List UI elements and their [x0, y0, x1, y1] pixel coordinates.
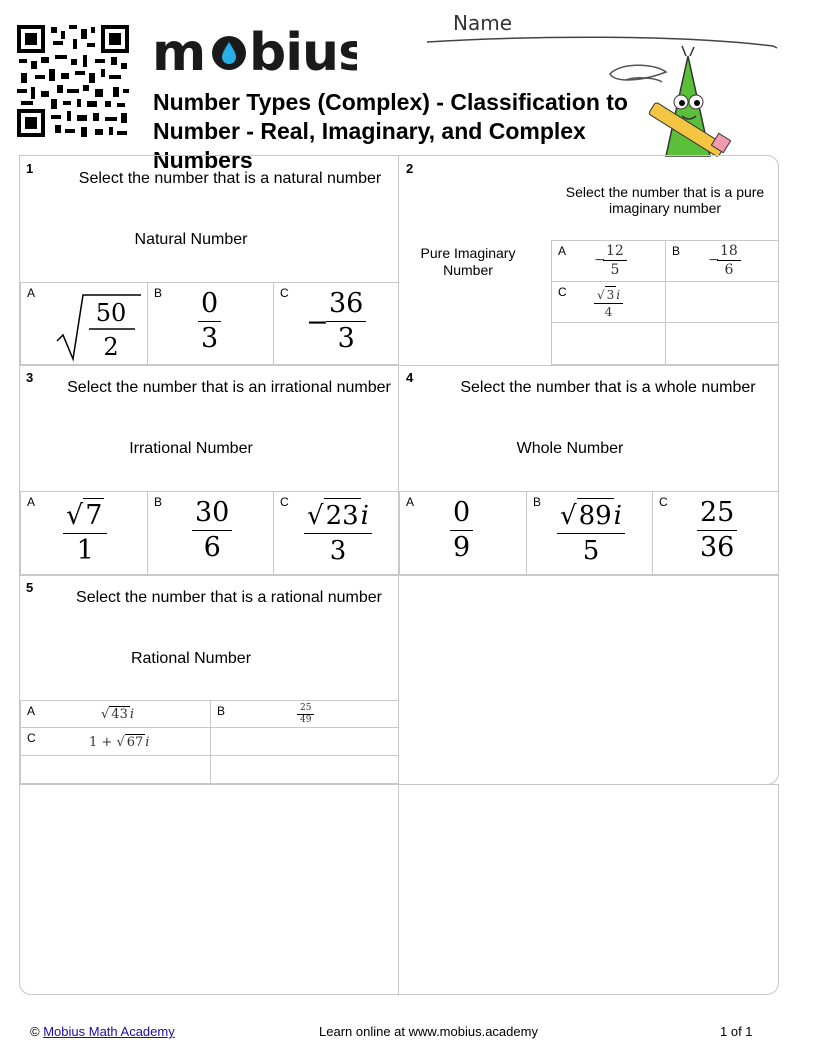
category-label: Pure Imaginary Number: [420, 245, 516, 278]
constant-term: 1 +: [89, 735, 117, 750]
question-number: 5: [26, 580, 34, 595]
radicand: 67: [126, 735, 144, 750]
question-prompt: Select the number that is a pure imaginary number: [565, 184, 765, 216]
denominator: 5: [582, 536, 600, 566]
denominator: 2: [103, 333, 119, 361]
math-0-over-3: [198, 287, 221, 356]
numerator: 25: [700, 497, 735, 528]
footer-page-number: 1 of 1: [720, 1024, 753, 1039]
option-letter: C: [558, 285, 567, 299]
question-number: 4: [406, 370, 414, 385]
footer-learn-online: Learn online at www.mobius.academy: [319, 1024, 538, 1039]
option-letter: C: [280, 286, 289, 300]
math-12-over-5: [603, 242, 627, 279]
question-number: 3: [26, 370, 34, 385]
math-25-over-36: [697, 496, 737, 565]
option-letter: A: [558, 244, 567, 258]
minus-sign: −: [708, 252, 720, 268]
minus-sign: −: [306, 307, 329, 338]
option-a[interactable]: [20, 491, 148, 575]
empty-option-cell: [551, 322, 666, 365]
radicand: 23: [324, 498, 361, 533]
denominator: 6: [203, 532, 221, 563]
question-number: 1: [26, 161, 34, 176]
radicand: 89: [577, 498, 614, 533]
column-divider: [398, 155, 399, 785]
option-b[interactable]: [210, 700, 399, 728]
option-a[interactable]: [551, 240, 666, 282]
denominator: 36: [700, 532, 735, 563]
imaginary-unit: i: [616, 288, 621, 302]
denominator: 3: [201, 323, 219, 354]
imaginary-unit: i: [360, 501, 369, 531]
question-number: 2: [406, 161, 414, 176]
numerator: 30: [195, 497, 230, 528]
category-label: Natural Number: [134, 231, 248, 248]
mobius-academy-link[interactable]: Mobius Math Academy: [43, 1024, 175, 1039]
math-sqrt23i-over-3: √ 23 i 3: [304, 498, 372, 568]
radicand: 43: [111, 707, 128, 722]
denominator: 3: [337, 323, 355, 354]
empty-option-cell: [210, 727, 399, 756]
empty-option-cell: [665, 322, 779, 365]
option-letter: A: [406, 495, 415, 509]
math-sqrt3i-over-4: √ 3 i 4: [594, 286, 623, 320]
option-letter: B: [154, 286, 163, 300]
option-letter: B: [217, 704, 226, 718]
math-sqrt43i: √ 43 i: [101, 707, 135, 722]
denominator: 4: [604, 305, 613, 319]
option-letter: B: [672, 244, 681, 258]
option-c[interactable]: [20, 727, 211, 756]
empty-option-cell: [665, 281, 779, 323]
numerator: 18: [720, 243, 738, 259]
math-sqrt89i-over-5: √ 89 i 5: [557, 498, 625, 568]
math-sqrt7-over-1: √ 7 1: [63, 498, 107, 568]
math-36-over-3: [326, 287, 366, 356]
option-c[interactable]: [273, 491, 399, 575]
denominator: 6: [724, 262, 734, 278]
option-letter: B: [154, 495, 163, 509]
math-sqrt-50-over-2: [53, 289, 143, 363]
option-b[interactable]: [147, 282, 274, 365]
option-c[interactable]: [273, 282, 399, 365]
row-divider-1: [19, 365, 779, 366]
svg-text:m: m: [152, 26, 206, 78]
empty-option-cell: [20, 755, 211, 784]
numerator: 36: [329, 288, 364, 319]
question-prompt: Select the number that is an irrational number: [67, 379, 391, 396]
option-b[interactable]: [665, 240, 779, 282]
empty-cell-divider: [398, 784, 399, 995]
qr-code: [17, 25, 129, 137]
option-letter: A: [27, 495, 36, 509]
radicand: 3: [606, 288, 615, 302]
denominator: 9: [453, 532, 471, 563]
pencil-mascot-illustration: [606, 44, 736, 159]
footer-copyright: [30, 1024, 175, 1039]
svg-text:bius: bius: [249, 26, 357, 78]
numerator: 0: [453, 497, 471, 528]
option-letter: A: [27, 286, 36, 300]
numerator: 12: [606, 243, 624, 259]
worksheet-title: Number Types (Complex) - Classification to Number - Real, Imaginary, and Complex Numbers: [153, 89, 628, 173]
category-label: Irrational Number: [129, 440, 253, 457]
name-label: Name: [453, 11, 513, 35]
math-0-over-9: [450, 496, 473, 565]
question-prompt: Select the number that is a whole number: [460, 379, 756, 396]
numerator: 50: [95, 299, 127, 327]
option-b[interactable]: [526, 491, 653, 575]
denominator: 49: [300, 715, 312, 725]
option-a[interactable]: [399, 491, 527, 575]
option-letter: C: [280, 495, 289, 509]
option-letter: C: [659, 495, 668, 509]
math-30-over-6: [192, 496, 232, 565]
radicand: 7: [85, 500, 103, 531]
option-a[interactable]: [20, 700, 211, 728]
minus-sign: −: [594, 252, 606, 268]
empty-option-cell: [210, 755, 399, 784]
math-25-over-49: [297, 703, 314, 726]
numerator: 0: [201, 288, 219, 319]
mobius-wordmark: [152, 26, 357, 78]
option-b[interactable]: [147, 491, 274, 575]
option-a[interactable]: [20, 282, 148, 365]
question-prompt: Select the number that is a natural number: [78, 170, 382, 187]
math-18-over-6: [717, 242, 741, 279]
denominator: 5: [610, 262, 620, 278]
empty-grid-row: [19, 784, 779, 995]
category-label: Rational Number: [130, 650, 252, 667]
imaginary-unit: i: [129, 707, 135, 722]
question-prompt: Select the number that is a rational number: [76, 589, 382, 606]
option-c[interactable]: [551, 281, 666, 323]
row-divider-2: [19, 575, 779, 576]
math-1-plus-sqrt67i: 1 + √ 67 i: [89, 735, 150, 750]
imaginary-unit: i: [145, 735, 150, 750]
option-letter: B: [533, 495, 542, 509]
imaginary-unit: i: [613, 501, 622, 531]
option-c[interactable]: [652, 491, 779, 575]
copyright-symbol: ©: [30, 1024, 40, 1039]
category-label: Whole Number: [516, 440, 624, 457]
option-letter: A: [27, 704, 36, 718]
denominator: 3: [329, 536, 347, 566]
option-letter: C: [27, 731, 36, 745]
numerator: 25: [300, 703, 312, 713]
denominator: 1: [76, 535, 94, 566]
mobius-logo: [152, 26, 357, 87]
